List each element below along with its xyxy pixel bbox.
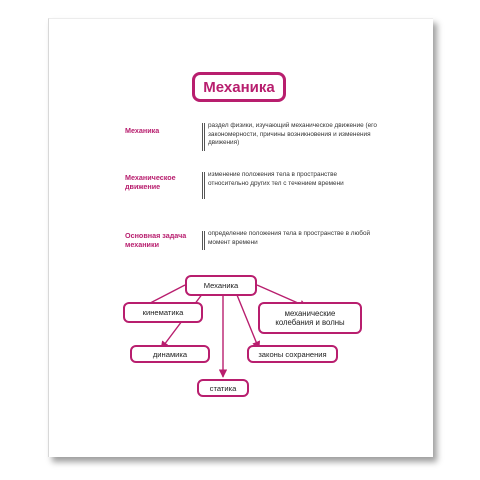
diagram-node-oscillations: механические колебания и волны [258, 302, 362, 334]
definition-text-motion: изменение положения тела в пространстве относительно других тел с течением времени [208, 171, 344, 187]
definition-term-motion: Механическое движение [125, 173, 176, 191]
definition-term-mechanics: Механика [125, 126, 160, 135]
diagram-node-kinematics: кинематика [123, 302, 203, 323]
diagram-node-mechanics: Механика [185, 275, 257, 296]
definition-text-mechanics: раздел физики, изучающий механическое движение (его закономерности, причины возникновения и изменения движения) [208, 122, 377, 147]
diagram-node-conservation: законы сохранения [247, 345, 338, 363]
page-title: Механика [192, 72, 286, 102]
definition-term-task: Основная задача механики [125, 231, 187, 249]
diagram-node-dynamics: динамика [130, 345, 210, 363]
definition-text-task: определение положения тела в пространстве в любой момент времени [208, 230, 371, 246]
diagram-node-statics: статика [197, 379, 249, 397]
arrow-to-conservation [237, 295, 259, 349]
page-sheet [48, 18, 433, 457]
